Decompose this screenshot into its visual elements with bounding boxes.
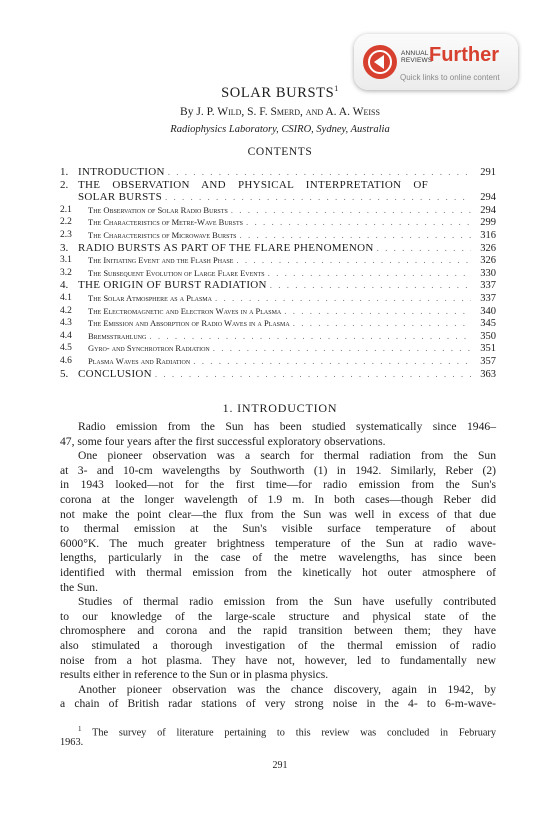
toc-entry[interactable]: [60, 330, 496, 343]
toc-entry-number: 2.2: [60, 217, 72, 228]
badge-subtitle: Quick links to online content: [400, 73, 500, 82]
toc-entry[interactable]: [60, 342, 496, 355]
contents-heading: CONTENTS: [247, 146, 313, 158]
toc-leader-dots: [377, 242, 471, 255]
toc-entry[interactable]: [60, 305, 496, 318]
further-online-badge[interactable]: [354, 34, 518, 90]
toc-entry-title: The Solar Atmosphere as a Plasma: [88, 292, 212, 303]
toc-entry-page: 294: [480, 192, 496, 204]
toc-entry-number: 3.2: [60, 267, 72, 278]
body-line: to thermal emission at the Sun's visible surface temperature of about: [60, 522, 496, 536]
toc-entry[interactable]: [60, 368, 496, 381]
toc-entry[interactable]: [60, 292, 496, 305]
back-arrow-icon: [363, 45, 397, 79]
authors-line: [0, 106, 560, 118]
body-line: a chain of British radar stations of very strong noise in the 4- to 6-m-wave-: [60, 697, 496, 711]
body-line: lengths, particularly in the case of the metre wavelengths, has since been: [60, 551, 496, 565]
body-line: to our knowledge of the large-scale structure and physical state of the: [60, 609, 496, 623]
toc-entry-page: 326: [480, 242, 496, 254]
toc-entry-number: 4.1: [60, 292, 72, 303]
toc-entry-page: 340: [480, 305, 496, 317]
toc-entry[interactable]: [60, 229, 496, 242]
toc-entry-title: The Characteristics of Microwave Bursts: [88, 229, 237, 240]
body-line: corona at the longer wavelength of 1.9 m. In both cases—though Reber did: [60, 492, 496, 506]
toc-entry-title: The Initiating Event and the Flash Phase: [88, 255, 234, 266]
toc-entry-title: The Electromagnetic and Electron Waves in a Plasma: [88, 305, 282, 316]
body-line: also stimulated a thorough investigation of the thermal emission of radio: [60, 638, 496, 652]
toc-entry[interactable]: [60, 254, 496, 267]
toc-entry-page: 294: [480, 204, 496, 216]
badge-annual: ANNUAL: [401, 50, 429, 57]
footnote-line: 1963.: [60, 737, 84, 748]
footnote: [60, 722, 496, 750]
title-footnote-mark[interactable]: 1: [334, 84, 339, 93]
toc-entry[interactable]: [60, 204, 496, 217]
toc-entry-number: 3.: [60, 241, 69, 254]
body-line: Another pioneer observation was the chance discovery, again in 1942, by: [78, 682, 496, 696]
toc-leader-dots: [240, 229, 472, 242]
toc-entry-title: Bremsstrahlung: [88, 330, 147, 341]
toc-entry-title: RADIO BURSTS AS PART OF THE FLARE PHENOMENON: [78, 241, 374, 254]
article-title-text: SOLAR BURSTS: [221, 84, 335, 101]
toc-entry-page: 337: [480, 292, 496, 304]
toc-leader-dots: [193, 355, 471, 368]
toc-entry-page: 299: [480, 217, 496, 229]
toc-entry-number: 5.: [60, 367, 69, 380]
body-line: identified with thermal emission from the kinetically hot outer atmosphere of: [60, 565, 496, 579]
authors-prefix: By: [180, 106, 194, 118]
toc-leader-dots: [165, 191, 471, 204]
body-line: the Sun.: [60, 580, 99, 594]
toc-entry-page: 326: [480, 255, 496, 267]
toc-entry-number: 2.1: [60, 204, 72, 215]
toc-entry[interactable]: [60, 166, 496, 179]
affiliation: Radiophysics Laboratory, CSIRO, Sydney, Australia: [170, 124, 390, 135]
toc-entry[interactable]: [60, 279, 496, 292]
body-line: results either in reference to the Sun or in plasma physics.: [60, 668, 329, 682]
toc-entry[interactable]: [60, 216, 496, 229]
toc-entry-number: 2.: [60, 178, 69, 191]
article-title: [0, 84, 560, 102]
toc-entry-page: 337: [480, 280, 496, 292]
toc-leader-dots: [215, 292, 471, 305]
body-line: Radio emission from the Sun has been studied systematically since 1946–: [78, 420, 496, 433]
toc-leader-dots: [293, 317, 471, 330]
toc-entry-number: 1.: [60, 166, 69, 178]
toc-entry-page: 330: [480, 267, 496, 279]
section-body: [60, 420, 496, 712]
toc-leader-dots: [155, 368, 471, 381]
toc-entry-title: THE OBSERVATION AND PHYSICAL INTERPRETATION OF: [78, 178, 429, 191]
toc-entry-page: 345: [480, 318, 496, 330]
toc-entry-number: 4.6: [60, 355, 72, 366]
toc-entry-number: 4.3: [60, 318, 72, 329]
body-line: 47, some four years after the first successful exploratory observations.: [60, 434, 386, 448]
toc-entry-number: 4.4: [60, 330, 72, 341]
toc-entry-page: 363: [480, 368, 496, 380]
section-heading: 1. INTRODUCTION: [222, 401, 338, 415]
toc-leader-dots: [284, 305, 471, 318]
toc-entry-page: 291: [480, 167, 496, 178]
toc-entry-number: 4.: [60, 279, 69, 292]
toc-entry-title: The Subsequent Evolution of Large Flare Events: [88, 267, 265, 278]
toc-leader-dots: [268, 267, 471, 280]
authors-names: J. P. Wild, S. F. Smerd, and A. A. Weiss: [196, 106, 380, 118]
body-line: not make the point clear—the flux from the Sun was well in excess of that due: [60, 507, 496, 521]
toc-entry-number: 4.5: [60, 343, 72, 354]
toc-entry-page: 351: [480, 343, 496, 355]
badge-further-label: Further: [429, 44, 499, 66]
toc-leader-dots: [270, 279, 471, 292]
toc-entry[interactable]: [60, 191, 496, 204]
toc-leader-dots: [168, 166, 471, 179]
footnote-text: The survey of literature pertaining to this review was concluded in February: [92, 727, 496, 739]
toc-entry-page: 357: [480, 355, 496, 367]
page-number: 291: [272, 760, 288, 771]
toc-entry[interactable]: [60, 317, 496, 330]
toc-entry-page: 316: [480, 229, 496, 241]
toc-entry-title: The Characteristics of Metre-Wave Bursts: [88, 217, 244, 228]
body-line: noise from a hot plasma. They have not, however, led to fundamentally new: [60, 653, 496, 667]
badge-reviews: REVIEWS: [401, 57, 433, 64]
toc-entry-title: INTRODUCTION: [78, 166, 165, 178]
toc-entry-title: Gyro- and Synchrotron Radiation: [88, 343, 210, 354]
body-line: 6000°K. The much greater brightness temperature of the Sun at radio wave-: [60, 536, 496, 550]
table-of-contents: [60, 166, 496, 380]
footnote-line: [60, 722, 496, 739]
body-line: at 3- and 10-cm wavelengths by Southworth (1) in 1942. Similarly, Reber (2): [60, 463, 496, 477]
toc-entry-title: The Emission and Absorption of Radio Waves in a Plasma: [88, 318, 290, 329]
toc-entry-title: SOLAR BURSTS: [78, 191, 162, 204]
footnote-mark: 1: [78, 725, 82, 733]
toc-entry-title: THE ORIGIN OF BURST RADIATION: [78, 279, 267, 292]
body-line: chromosphere and corona and the rapid transition between them; they have: [60, 624, 496, 638]
toc-entry-number: 2.3: [60, 229, 72, 240]
body-line: Studies of thermal radio emission from the Sun have usefully contributed: [78, 595, 496, 609]
toc-entry-title: The Observation of Solar Radio Bursts: [88, 204, 228, 215]
toc-entry-page: 350: [480, 330, 496, 342]
toc-entry[interactable]: [60, 179, 496, 192]
toc-entry-title: Plasma Waves and Radiation: [88, 355, 191, 366]
toc-leader-dots: [236, 254, 471, 267]
toc-entry[interactable]: [60, 355, 496, 368]
toc-entry-title: CONCLUSION: [78, 367, 152, 380]
toc-entry-number: 4.2: [60, 305, 72, 316]
toc-entry-number: 3.1: [60, 255, 72, 266]
toc-entry[interactable]: [60, 242, 496, 255]
body-line: in 1943 looked—not for the first time—for radio emission from the Sun's: [60, 478, 496, 492]
toc-leader-dots: [231, 204, 471, 217]
body-line: One pioneer observation was a search for thermal radiation from the Sun: [78, 449, 496, 463]
toc-leader-dots: [149, 330, 471, 343]
toc-leader-dots: [213, 342, 471, 355]
toc-entry[interactable]: [60, 267, 496, 280]
toc-leader-dots: [246, 216, 471, 229]
